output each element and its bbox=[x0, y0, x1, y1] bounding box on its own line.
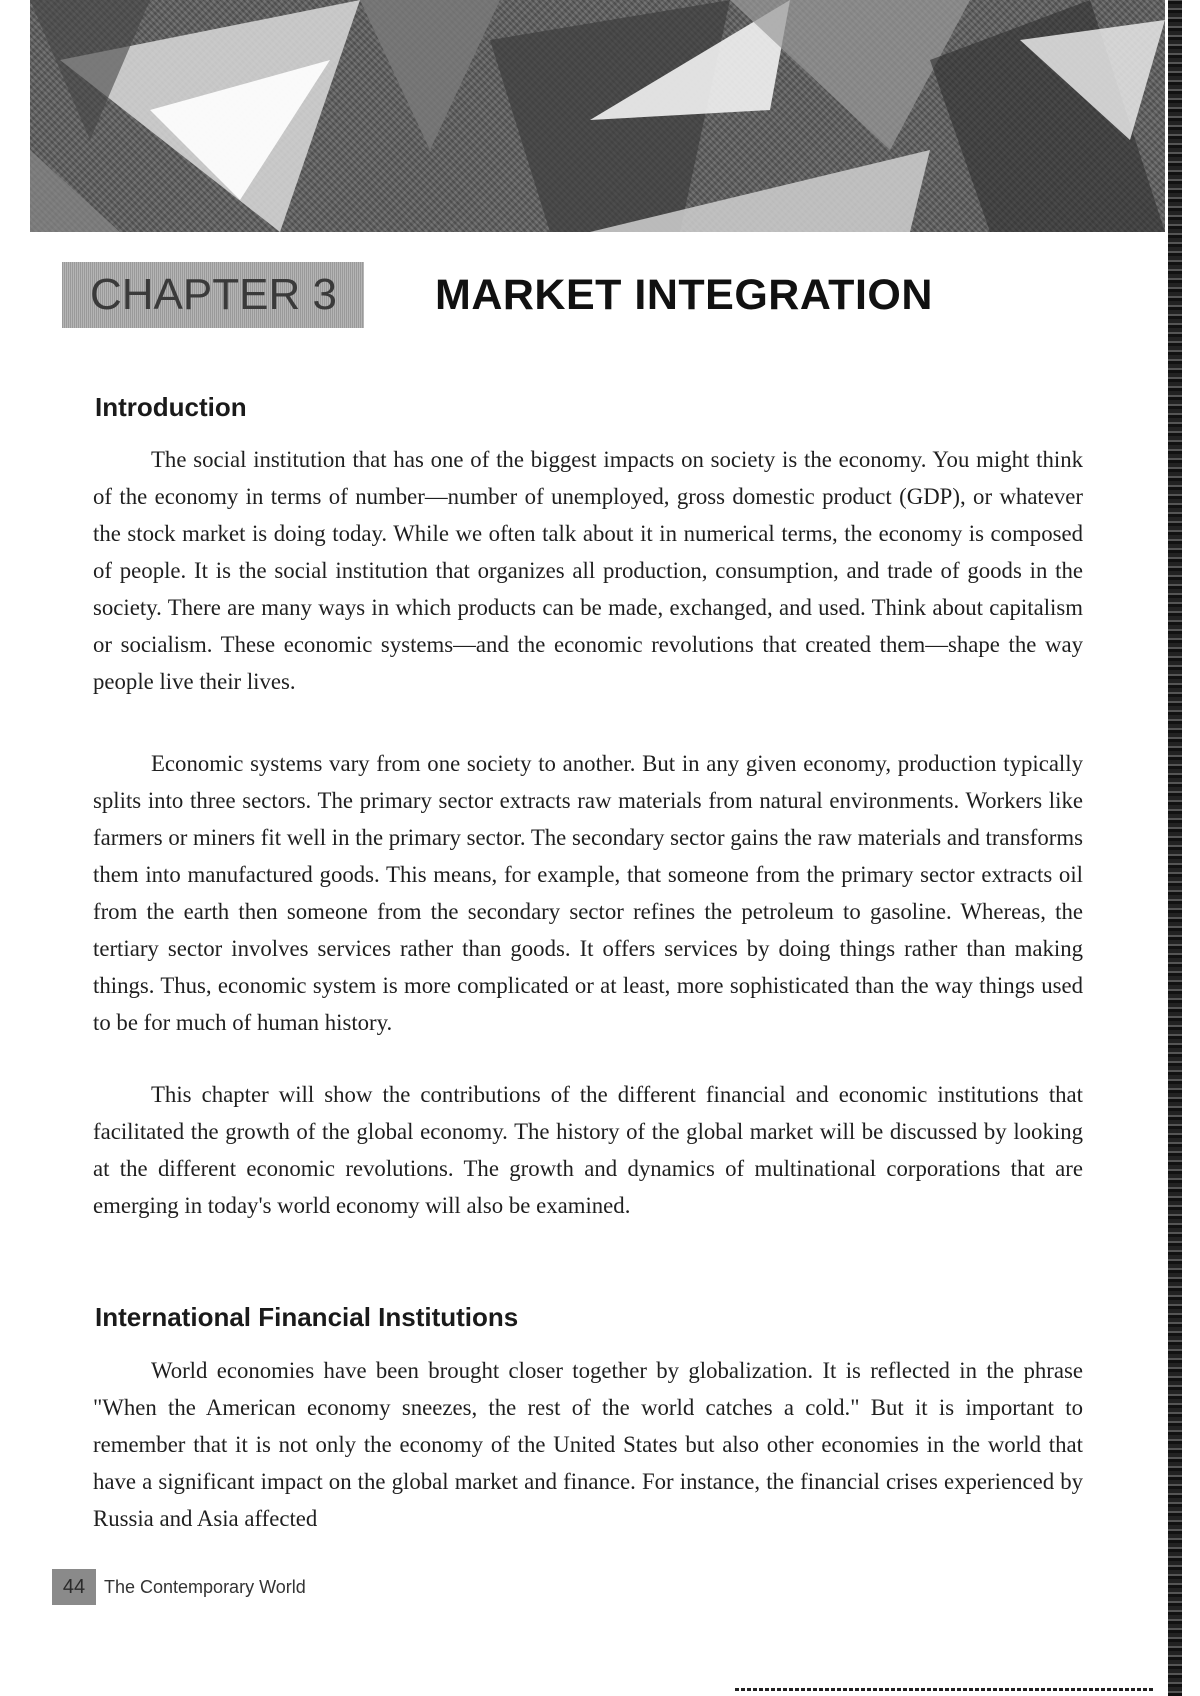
chapter-title: MARKET INTEGRATION bbox=[435, 271, 933, 319]
bottom-rule bbox=[735, 1688, 1155, 1691]
section-heading-financial-institutions: International Financial Institutions bbox=[95, 1302, 519, 1332]
page-binding-edge bbox=[1168, 0, 1182, 1696]
page-number: 44 bbox=[52, 1569, 96, 1605]
paragraph-financial-1: World economies have been brought closer together by globalization. It is reflected in the phrase "When the American economy sneezes, the rest of the world catches a cold." But it is important to remember that it is not only the economy of the United States but also other economies in the world that have a significant impact on the global market and finance. For instance, the financial crises experienced by Russia and Asia affected bbox=[93, 1358, 1083, 1531]
chapter-banner-image bbox=[30, 0, 1165, 232]
page-footer bbox=[52, 1567, 306, 1607]
paragraph-intro-2: Economic systems vary from one society to another. But in any given economy, production typically splits into three sectors. The primary sector extracts raw materials from natural environments. Workers like farmers or miners fit well in the primary sector. The secondary sector gains the raw materials and transforms them into manufactured goods. This means, for example, that someone from the primary sector extracts oil from the earth then someone from the secondary sector refines the petroleum to gasoline. Whereas, the tertiary sector involves services rather than goods. It offers services by doing things rather than making things. Thus, economic system is more complicated or at least, more sophisticated than the way things used to be for much of human history. bbox=[93, 751, 1083, 1035]
book-title: The Contemporary World bbox=[104, 1576, 306, 1597]
geometric-shards-graphic bbox=[30, 0, 1165, 232]
paragraph-intro-3: This chapter will show the contributions of the different financial and economic institutions that facilitated the growth of the global economy. The history of the global market will be discussed by looking at the different economic revolutions. The growth and dynamics of multinational corporations that are emerging in today's world economy will also be examined. bbox=[93, 1082, 1083, 1218]
chapter-label: CHAPTER 3 bbox=[62, 262, 364, 328]
section-heading-introduction: Introduction bbox=[95, 392, 247, 422]
paragraph-intro-1: The social institution that has one of the biggest impacts on society is the economy. You might think of the economy in terms of number—number of unemployed, gross domestic product (GDP), or whatever the stock market is doing today. While we often talk about it in numerical terms, the economy is composed of people. It is the social institution that organizes all production, consumption, and trade of goods in the society. There are many ways in which products can be made, exchanged, and used. Think about capitalism or socialism. These economic systems—and the economic revolutions that created them—shape the way people live their lives. bbox=[93, 447, 1083, 694]
